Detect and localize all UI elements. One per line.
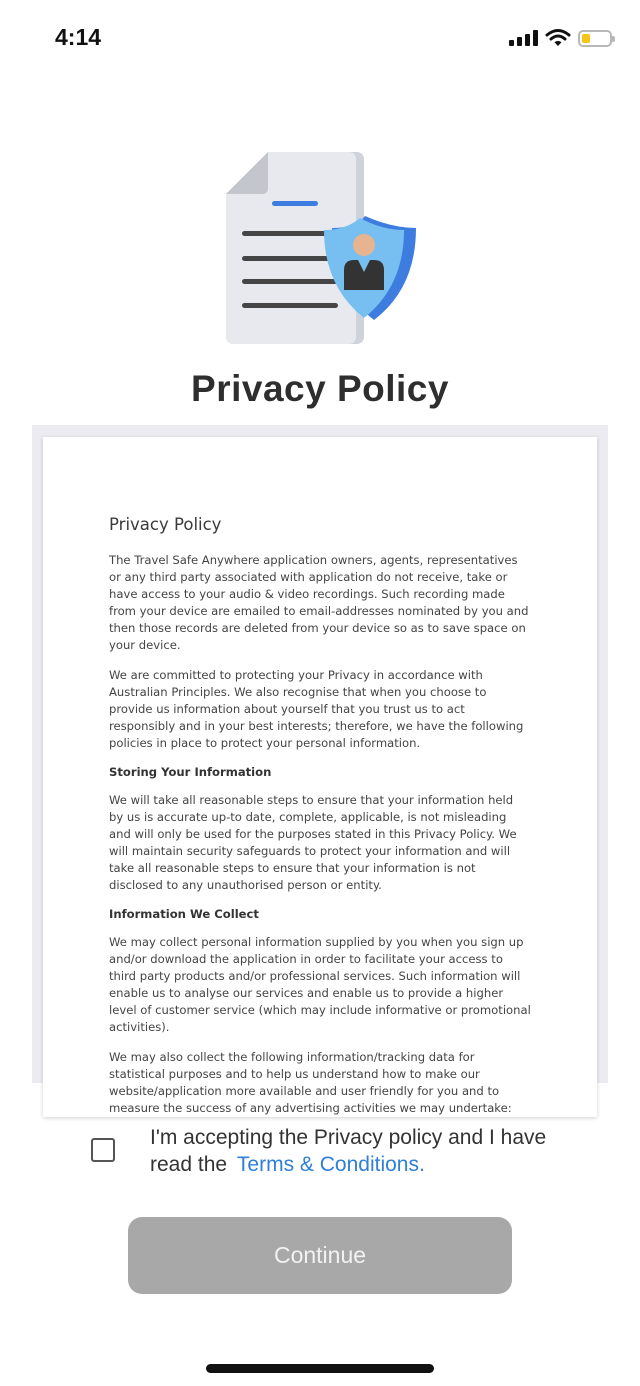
- document-shield-user-icon: [220, 148, 420, 348]
- status-time: 4:14: [55, 24, 102, 50]
- status-icons: [509, 27, 612, 49]
- battery-low-icon: [578, 30, 612, 47]
- document-paragraph: We will take all reasonable steps to ensure that your information held by us is accurate up-to date, complete, applicable, is not misleading and will only be used for the purposes stated in this Privacy Policy. We will maintain security safeguards to protect your information and will take all reasonable steps to ensure that your information is not disclosed to any unauthorised person or entity.: [109, 793, 517, 892]
- document-paragraph: We may also collect the following information/tracking data for statistical purposes and to help us understand how to make our website/application more available and user friendly for you and to measure the success of any advertising activities we may undertake:: [109, 1050, 512, 1115]
- document-paragraph: We may collect personal information supplied by you when you sign up and/or download the application in order to facilitate your access to third party products and/or professional services. Such information will enable us to analyse our services and enable us to provide a higher level of customer service (which may include informative or promotional activities).: [109, 935, 531, 1034]
- continue-button[interactable]: Continue: [128, 1217, 512, 1294]
- document-paragraph: We are committed to protecting your Privacy in accordance with Australian Principles. We also recognise that when you choose to provide us information about yourself that you trust us to act responsibly and in your best interests; therefore, we have the following policies in place to protect your personal information.: [109, 668, 524, 750]
- wifi-icon: [546, 29, 570, 47]
- document-paragraph: The Travel Safe Anywhere application owners, agents, representatives or any third party associated with application do not receive, take or have access to your audio & video recordings. Such recording made from your device are emailed to email-addresses nominated by you and then those records are deleted from your device so as to save space on your device.: [109, 553, 529, 652]
- cellular-signal-icon: [509, 30, 538, 46]
- policy-document: [43, 437, 597, 1117]
- terms-conditions-link[interactable]: Terms & Conditions.: [236, 1153, 425, 1176]
- page-title: Privacy Policy: [191, 368, 449, 409]
- policy-document-scroll-area[interactable]: [32, 425, 608, 1115]
- section-heading-storing: Storing Your Information: [109, 765, 272, 779]
- section-heading-collect: Information We Collect: [109, 907, 259, 921]
- document-heading: Privacy Policy: [109, 515, 222, 534]
- home-indicator: [206, 1364, 434, 1373]
- accept-policy-checkbox[interactable]: [91, 1138, 115, 1162]
- consent-text: [150, 1124, 550, 1178]
- consent-label: I'm accepting the Privacy policy and I have read the: [150, 1126, 547, 1176]
